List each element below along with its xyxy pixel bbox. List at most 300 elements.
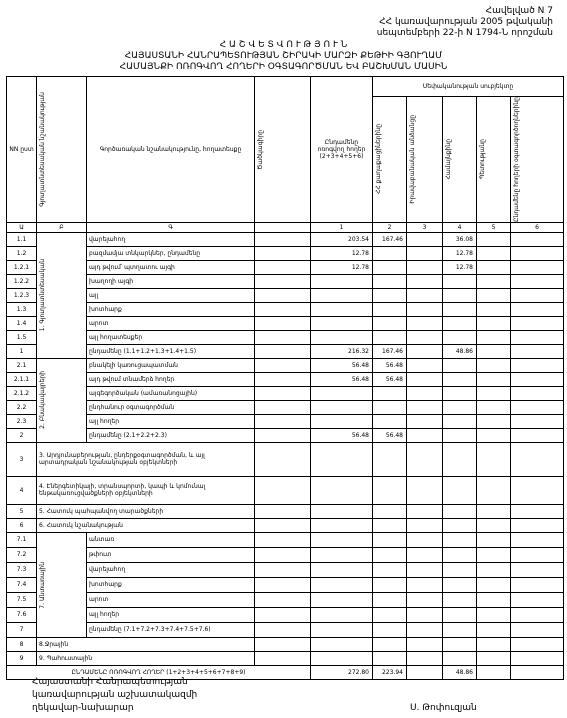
row-number: 7 [7, 622, 37, 637]
row-owner4 [477, 651, 511, 665]
row-value [311, 622, 373, 637]
grand-owner2-value [407, 665, 443, 679]
group7-label: 7. Անտառային [39, 561, 46, 609]
row-total [311, 414, 373, 428]
row-total [311, 316, 373, 330]
row-name: անտառ [87, 532, 255, 547]
row-owner2 [407, 274, 443, 288]
row-name: ընդամենը (1.1+1.2+1.3+1.4+1.5) [87, 344, 255, 358]
table-row [7, 637, 564, 651]
row-total: 56.48 [311, 372, 373, 386]
row-value [511, 607, 564, 622]
row-total [311, 476, 373, 504]
index-cell: 5 [477, 222, 511, 232]
row-name: ընդամենը (7.1+7.2+7.3+7.4+7.5+7.6) [87, 622, 255, 637]
row-value [373, 577, 407, 592]
appendix-label: Հավելված N 7 [485, 6, 553, 16]
row-total [311, 518, 373, 532]
row-name: արոտ [87, 316, 255, 330]
table-row [7, 246, 564, 260]
row-owner2 [407, 288, 443, 302]
row-value [311, 577, 373, 592]
col-total-header: Ընդամենը ոռոգվող հողեր (2+3+4+5+6) [311, 77, 373, 223]
row-owner5 [511, 386, 564, 400]
row-value [511, 622, 564, 637]
row-name: այլ հողատեսքեր [87, 330, 255, 344]
row-owner1 [373, 330, 407, 344]
row-number: 1.3 [7, 302, 37, 316]
grand-owner5-value [511, 665, 564, 679]
row-owner5 [511, 476, 564, 504]
row-owner2 [407, 386, 443, 400]
row-owner4 [477, 246, 511, 260]
row-value [443, 622, 477, 637]
row-owner2 [407, 232, 443, 246]
row-owner1 [373, 302, 407, 316]
row-owner1: 56.48 [373, 372, 407, 386]
table-row [7, 232, 564, 246]
row-owner1 [373, 518, 407, 532]
table-row [7, 330, 564, 344]
row-name: խոտհարք [87, 302, 255, 316]
row-owner4 [477, 476, 511, 504]
row-code [255, 414, 311, 428]
row-owner4 [477, 386, 511, 400]
group2-label: 2. Բնակավայրերի [39, 371, 46, 430]
owner1-header-cell [373, 97, 407, 223]
row-name: ընդամենը (2.1+2.2+2.3) [87, 428, 255, 442]
row-name: 5. Հատուկ պահպանվող տարածքների [37, 504, 255, 518]
owner2-header: Իրավաբանական անձանցը [409, 115, 416, 204]
row-owner5 [511, 288, 564, 302]
row-name: այլ հողեր [87, 414, 255, 428]
row-total [311, 637, 373, 651]
row-owner3 [443, 400, 477, 414]
row-name: այդ թվում տնամերձ հողեր [87, 372, 255, 386]
row-code [255, 442, 311, 476]
row-owner3 [443, 518, 477, 532]
report-title: Հ Ա Շ Վ Ե Տ Վ Ո Ւ Թ Յ Ո Ւ Ն [219, 40, 348, 50]
row-owner4 [477, 414, 511, 428]
grand-total-label: ԸՆԴԱՄԵՆԸ ՈՌՈԳՎՈՂ ՀՈՂԵՐ (1+2+3+4+5+6+7+8+9) [7, 665, 311, 679]
row-number: 1.2.2 [7, 274, 37, 288]
row-name: բազմամյա տնկարկներ, ընդամենը [87, 246, 255, 260]
row-owner2 [407, 344, 443, 358]
row-total [311, 651, 373, 665]
table-row [7, 260, 564, 274]
row-value [311, 532, 373, 547]
row-owner3 [443, 637, 477, 651]
row-owner3: 36.08 [443, 232, 477, 246]
row-owner5 [511, 518, 564, 532]
row-code [255, 288, 311, 302]
row-number: 7.4 [7, 577, 37, 592]
footer-position-2: կառավարության աշխատակազմի [32, 690, 198, 700]
row-number: 7.1 [7, 532, 37, 547]
row-value [443, 547, 477, 562]
row-total: 56.48 [311, 428, 373, 442]
row-number: 7.2 [7, 547, 37, 562]
row-owner1: 56.48 [373, 358, 407, 372]
row-value [373, 562, 407, 577]
row-owner4 [477, 232, 511, 246]
row-owner4 [477, 504, 511, 518]
report-subtitle-2: ՀԱՄԱՅՆՔԻ ՈՌՈԳՎՈՂ ՀՈՂԵՐԻ ՕԳՏԱԳՈՐԾՄԱՆ ԵՎ ԲԱՇԽՄԱՆ ՄԱՍԻՆ [119, 62, 448, 72]
index-cell: Բ [37, 222, 87, 232]
row-owner5 [511, 637, 564, 651]
row-owner3: 48.86 [443, 344, 477, 358]
row-value [255, 592, 311, 607]
row-value [477, 577, 511, 592]
row-owner4 [477, 260, 511, 274]
row-owner5 [511, 246, 564, 260]
row-owner4 [477, 637, 511, 651]
row-owner2 [407, 518, 443, 532]
row-owner3 [443, 476, 477, 504]
row-owner5 [511, 358, 564, 372]
row-owner1 [373, 442, 407, 476]
row-owner2 [407, 316, 443, 330]
row-owner1: 167.46 [373, 344, 407, 358]
report-subtitle-1: ՀԱՅԱՍՏԱՆԻ ՀԱՆՐԱՊԵՏՈՒԹՅԱՆ ՇԻՐԱԿԻ ՄԱՐԶԻ ՔԵԹԻԻ ԳՅՈՒՂԱՄ [124, 51, 443, 61]
land-report-table [6, 76, 564, 680]
row-name: 8.Ջրային [37, 637, 255, 651]
row-owner4 [477, 372, 511, 386]
table-row [7, 622, 564, 637]
row-owner3 [443, 274, 477, 288]
row-name: այլ [87, 288, 255, 302]
group1-label: 1. Գյուղատնտեսական [39, 259, 46, 332]
row-owner1 [373, 504, 407, 518]
owner3-header-cell [443, 97, 477, 223]
table-row [7, 592, 564, 607]
row-code [255, 428, 311, 442]
row-total [311, 302, 373, 316]
row-value [477, 592, 511, 607]
row-code [255, 637, 311, 651]
owner5-header: Ընդամենը հողերի օգտագործողներինը [513, 97, 520, 222]
index-cell: Գ [87, 222, 255, 232]
grand-owner3-value: 48.86 [443, 665, 477, 679]
table-row [7, 358, 564, 372]
row-total: 216.32 [311, 344, 373, 358]
row-owner5 [511, 400, 564, 414]
row-value [373, 622, 407, 637]
table-row [7, 344, 564, 358]
row-code [255, 330, 311, 344]
row-number: 1.2.1 [7, 260, 37, 274]
row-owner4 [477, 400, 511, 414]
row-value [407, 607, 443, 622]
row-name: ընդհանուր օգտագործման [87, 400, 255, 414]
row-value [255, 547, 311, 562]
row-value [477, 532, 511, 547]
row-value [443, 592, 477, 607]
row-owner5 [511, 302, 564, 316]
row-number: 1.2 [7, 246, 37, 260]
row-code [255, 518, 311, 532]
group1-label-cell [37, 232, 87, 358]
row-value [511, 532, 564, 547]
row-owner2 [407, 330, 443, 344]
row-owner3 [443, 358, 477, 372]
row-owner3 [443, 372, 477, 386]
row-value [255, 562, 311, 577]
row-owner5 [511, 414, 564, 428]
row-owner1 [373, 274, 407, 288]
row-value [477, 607, 511, 622]
row-owner2 [407, 260, 443, 274]
row-code [255, 344, 311, 358]
row-total [311, 400, 373, 414]
row-owner1 [373, 476, 407, 504]
row-owner1 [373, 260, 407, 274]
row-number: 1.1 [7, 232, 37, 246]
row-value [407, 532, 443, 547]
table-row [7, 476, 564, 504]
row-total: 56.48 [311, 358, 373, 372]
row-name: 3. Արդյունաբերության, ընդերքօգտագործման, և այլ արտադրական նշանակության օբյեկտների [37, 442, 255, 476]
group7-label-cell [37, 532, 87, 637]
row-owner2 [407, 358, 443, 372]
row-owner2 [407, 442, 443, 476]
row-number: 1.5 [7, 330, 37, 344]
row-owner5 [511, 330, 564, 344]
row-owner1 [373, 651, 407, 665]
row-owner2 [407, 651, 443, 665]
row-value [373, 532, 407, 547]
row-owner3 [443, 428, 477, 442]
row-value [511, 592, 564, 607]
row-total [311, 274, 373, 288]
row-total: 203.54 [311, 232, 373, 246]
row-name: բնակելի կառուցապատման [87, 358, 255, 372]
row-value [443, 532, 477, 547]
table-row [7, 547, 564, 562]
row-name: 4. Էներգետիկայի, տրանսպորտի, կապի և կոմունալ ենթակառուցվածքների օբյեկտների [37, 476, 255, 504]
row-owner2 [407, 302, 443, 316]
row-value [477, 622, 511, 637]
table-row [7, 504, 564, 518]
row-owner3 [443, 414, 477, 428]
row-owner3 [443, 330, 477, 344]
row-value [407, 547, 443, 562]
row-code [255, 386, 311, 400]
row-value [407, 622, 443, 637]
row-name: վարելահող [87, 232, 255, 246]
row-number: 6 [7, 518, 37, 532]
table-row [7, 372, 564, 386]
row-code [255, 372, 311, 386]
row-code [255, 232, 311, 246]
row-number: 2.3 [7, 414, 37, 428]
owner2-header-cell [407, 97, 443, 223]
index-cell: 6 [511, 222, 564, 232]
row-number: 7.3 [7, 562, 37, 577]
row-name: այգեգործական (ամառանոցային) [87, 386, 255, 400]
row-owner2 [407, 428, 443, 442]
row-owner5 [511, 232, 564, 246]
row-owner4 [477, 518, 511, 532]
row-number: 2.1 [7, 358, 37, 372]
row-number: 2.1.2 [7, 386, 37, 400]
row-number: 9 [7, 651, 37, 665]
row-owner5 [511, 316, 564, 330]
row-value [477, 547, 511, 562]
row-value [511, 562, 564, 577]
table-row [7, 288, 564, 302]
row-value [255, 607, 311, 622]
row-owner2 [407, 246, 443, 260]
table-body [7, 232, 564, 679]
row-code [255, 302, 311, 316]
grand-total-value: 272.80 [311, 665, 373, 679]
table-row [7, 386, 564, 400]
row-owner1 [373, 386, 407, 400]
row-owner1: 167.46 [373, 232, 407, 246]
row-value [443, 562, 477, 577]
row-owner3: 12.78 [443, 246, 477, 260]
table-row [7, 532, 564, 547]
row-value [407, 562, 443, 577]
row-total [311, 504, 373, 518]
row-owner4 [477, 330, 511, 344]
row-owner3 [443, 386, 477, 400]
row-total [311, 442, 373, 476]
row-owner1 [373, 414, 407, 428]
row-name: թփուտ [87, 547, 255, 562]
row-value [311, 607, 373, 622]
table-row [7, 607, 564, 622]
row-total [311, 386, 373, 400]
table-row [7, 428, 564, 442]
row-owner1 [373, 288, 407, 302]
row-value [311, 592, 373, 607]
table-row [7, 577, 564, 592]
row-value [255, 577, 311, 592]
index-cell: 2 [373, 222, 407, 232]
row-code [255, 260, 311, 274]
row-code [255, 316, 311, 330]
grand-owner4-value [477, 665, 511, 679]
index-cell: 4 [443, 222, 477, 232]
row-owner5 [511, 504, 564, 518]
row-owner4 [477, 344, 511, 358]
col-group-header: Գյուղատնտեսական նշանակության [39, 92, 46, 207]
row-name: այդ թվում՝ պտղատու այգի [87, 260, 255, 274]
row-name: 6. Հատուկ նշանակության [37, 518, 255, 532]
row-owner3: 12.78 [443, 260, 477, 274]
row-code [255, 504, 311, 518]
group2-label-cell [37, 358, 87, 442]
footer-position-3: ղեկավար-նախարար [32, 703, 134, 713]
row-owner4 [477, 302, 511, 316]
row-number: 2 [7, 428, 37, 442]
row-value [443, 607, 477, 622]
row-total: 12.78 [311, 246, 373, 260]
row-name: խոտհարք [87, 577, 255, 592]
row-code [255, 400, 311, 414]
row-name: վարելահող [87, 562, 255, 577]
grand-owner1-value: 223.94 [373, 665, 407, 679]
table-row [7, 651, 564, 665]
row-value [407, 577, 443, 592]
row-number: 7.6 [7, 607, 37, 622]
row-owner1 [373, 400, 407, 414]
index-cell: 3 [407, 222, 443, 232]
row-value [255, 532, 311, 547]
row-value [311, 547, 373, 562]
row-value [373, 592, 407, 607]
row-number: 1.2.3 [7, 288, 37, 302]
row-owner4 [477, 358, 511, 372]
row-code [255, 274, 311, 288]
owner4-header: Պետությանը [479, 139, 486, 180]
row-value [255, 622, 311, 637]
row-owner3 [443, 288, 477, 302]
col-code-header: Ծածկագիրը [257, 129, 264, 170]
row-owner2 [407, 400, 443, 414]
row-owner5 [511, 260, 564, 274]
row-number: 3 [7, 442, 37, 476]
decision-line-1: ՀՀ կառավարության 2005 թվականի [379, 17, 553, 27]
table-row [7, 316, 564, 330]
row-owner2 [407, 637, 443, 651]
row-name: այլ հողեր [87, 607, 255, 622]
row-number: 5 [7, 504, 37, 518]
row-owner4 [477, 316, 511, 330]
row-owner1 [373, 637, 407, 651]
decision-line-2: սեպտեմբերի 22-ի N 1794-Ն որոշման [376, 28, 553, 38]
row-number: 1.4 [7, 316, 37, 330]
row-value [373, 547, 407, 562]
row-number: 8 [7, 637, 37, 651]
col-nn-header: NN ըստ [7, 77, 37, 223]
index-cell: Ա [7, 222, 37, 232]
row-owner1 [373, 246, 407, 260]
row-number: 2.1.1 [7, 372, 37, 386]
table-row [7, 442, 564, 476]
owner4-header-cell [477, 97, 511, 223]
index-cell [255, 222, 311, 232]
owner5-header-cell [511, 97, 564, 223]
row-owner3 [443, 504, 477, 518]
table-row [7, 518, 564, 532]
table-row [7, 414, 564, 428]
row-code [255, 651, 311, 665]
owner1-header: ՀՀ քաղաքացիներինը [375, 124, 382, 195]
row-owner1 [373, 316, 407, 330]
row-total [311, 330, 373, 344]
col-group-header-cell [37, 77, 87, 223]
row-value [311, 562, 373, 577]
row-owner4 [477, 288, 511, 302]
row-owner5 [511, 344, 564, 358]
row-value [511, 547, 564, 562]
row-code [255, 476, 311, 504]
row-value [373, 607, 407, 622]
row-owner2 [407, 476, 443, 504]
row-owner3 [443, 302, 477, 316]
row-owner3 [443, 651, 477, 665]
row-owner5 [511, 651, 564, 665]
row-name: 9. Պահուստային [37, 651, 255, 665]
row-owner5 [511, 428, 564, 442]
row-value [511, 577, 564, 592]
row-number: 2.2 [7, 400, 37, 414]
signer-name: Ս. Թոփուզյան [410, 703, 477, 713]
row-number: 7.5 [7, 592, 37, 607]
